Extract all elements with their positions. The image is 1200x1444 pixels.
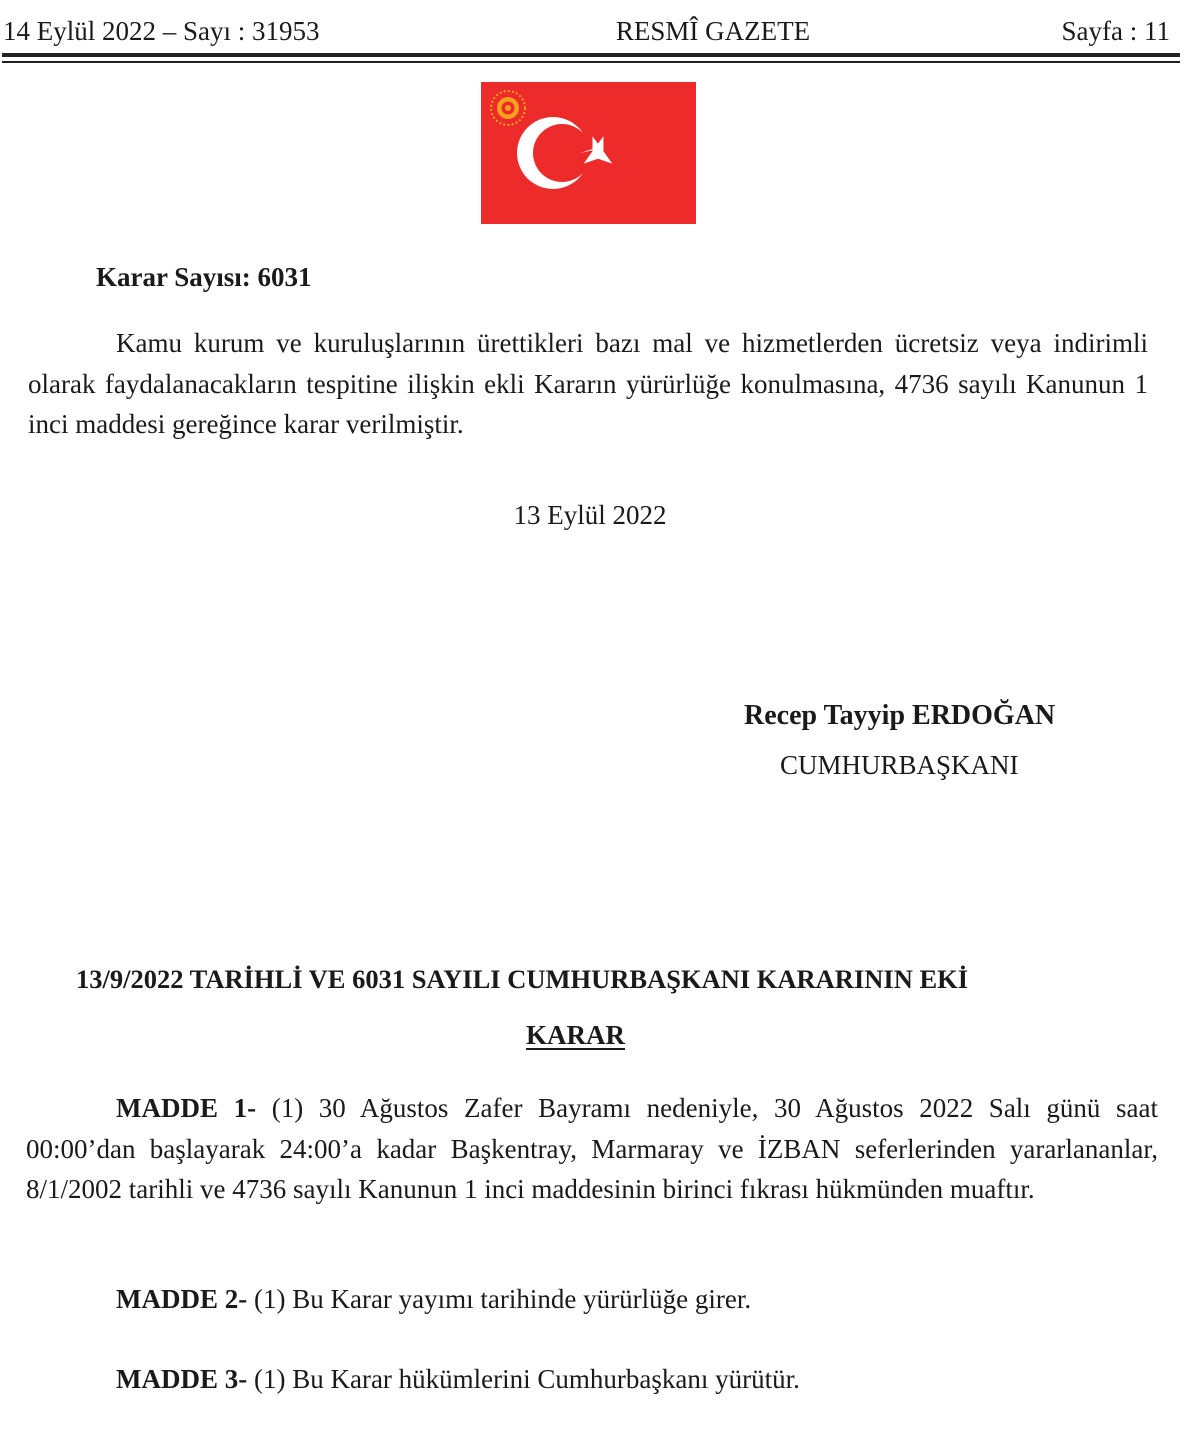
decision-number: Karar Sayısı: 6031	[96, 262, 312, 292]
annex-title: 13/9/2022 TARİHLİ VE 6031 SAYILI CUMHURBAŞKANI KARARININ EKİ	[76, 964, 969, 994]
gazette-title-wrap	[0, 14, 1184, 48]
decision-body: Kamu kurum ve kuruluşlarının ürettikleri bazı mal ve hizmetlerden ücretsiz veya indirimli olarak faydalanacakların tespitine ilişkin ekli Kararın yürürlüğe konulmasına, 4736 sayılı Kanunun 1 inci maddesi gereğince karar verilmiştir.	[28, 328, 1148, 439]
issue-date-number: 14 Eylül 2022 – Sayı : 31953	[3, 16, 320, 46]
header-rule-thin	[2, 61, 1180, 63]
signatory-name: Recep Tayyip ERDOĞAN	[744, 700, 1056, 731]
article-2-label: MADDE 2-	[116, 1284, 248, 1314]
article-2	[116, 1284, 751, 1315]
turkish-flag-icon	[481, 82, 696, 224]
decision-date: 13 Eylül 2022	[513, 500, 667, 530]
article-3	[116, 1364, 800, 1395]
annex-heading: KARAR	[526, 1020, 625, 1050]
header-rule-thick	[2, 53, 1180, 57]
gazette-title: RESMÎ GAZETE	[615, 16, 811, 46]
article-1-text: (1) 30 Ağustos Zafer Bayramı nedeniyle, 30 Ağustos 2022 Salı günü saat 00:00’dan başlayarak 24:00’a kadar Başkentray, Marmaray ve İZBAN seferlerinden yararlananlar, 8/1/2002 tarihli ve 4736 sayılı Kanunun 1 inci maddesinin birinci fıkrası hükmünden muaftır.	[26, 1093, 1158, 1204]
decision-date-wrap	[0, 500, 1180, 531]
article-2-text: (1) Bu Karar yayımı tarihinde yürürlüğe girer.	[247, 1284, 752, 1314]
article-3-label: MADDE 3-	[116, 1364, 248, 1394]
signatory-title: CUMHURBAŞKANI	[780, 750, 1019, 780]
article-1-label: MADDE 1-	[116, 1093, 257, 1123]
page-number: Sayfa : 11	[1061, 16, 1170, 46]
article-3-text: (1) Bu Karar hükümlerini Cumhurbaşkanı yürütür.	[247, 1364, 800, 1394]
article-1	[26, 1088, 1158, 1210]
